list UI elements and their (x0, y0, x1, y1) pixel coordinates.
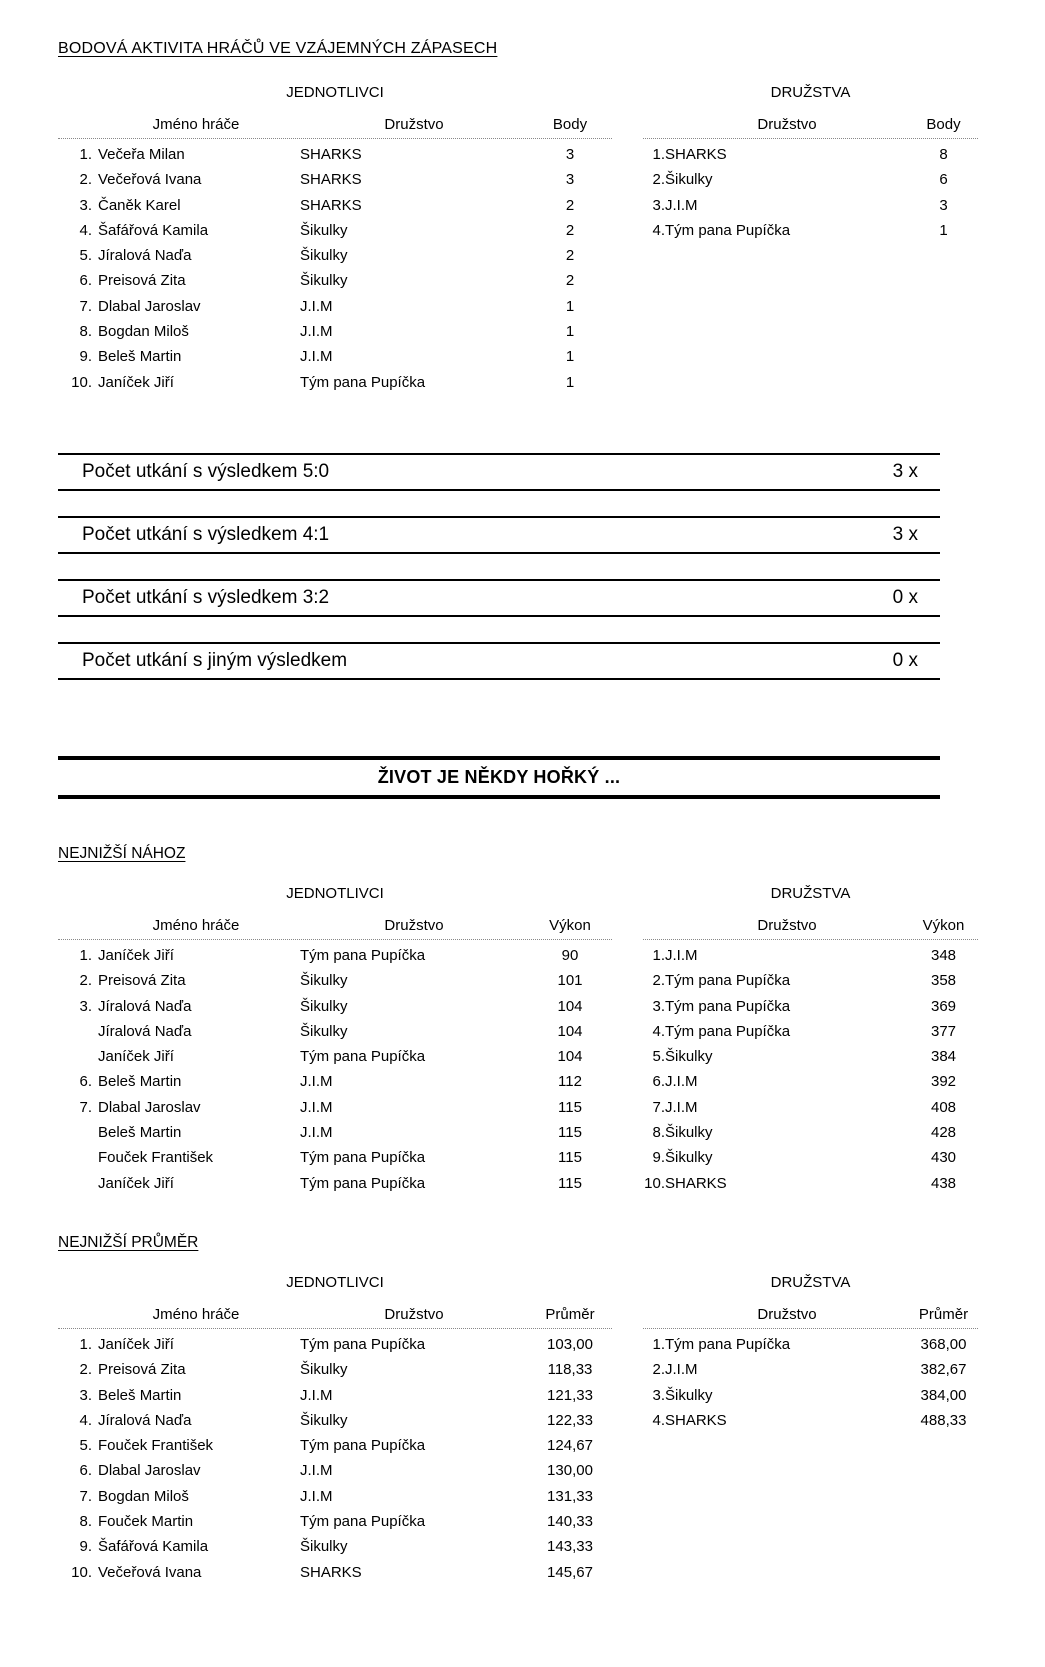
column-header-points: Body (926, 116, 961, 133)
cell-rank: 5. (652, 1048, 665, 1066)
cell-player: Beleš Martin (98, 1073, 182, 1091)
cell-value: 115 (558, 1098, 582, 1116)
cell-player: Janíček Jiří (98, 1048, 174, 1066)
cell-team: Šikulky (665, 1124, 713, 1142)
banner-label: Počet utkání s jiným výsledkem (82, 649, 348, 671)
table-row (643, 968, 978, 993)
table-row (643, 142, 978, 167)
cell-team: J.I.M (665, 196, 698, 214)
cell-rank: 2. (652, 1361, 665, 1379)
cell-team: Tým pana Pupíčka (665, 972, 791, 990)
cell-rank: 2. (79, 1361, 92, 1379)
cell-team: Tým pana Pupíčka (300, 1149, 426, 1167)
cell-team: Šikulky (300, 272, 348, 290)
cell-value: 488,33 (920, 1411, 967, 1429)
table-row (643, 994, 978, 1019)
banner-result-3-2 (58, 579, 940, 617)
table-row (643, 1120, 978, 1145)
table-row (58, 1044, 612, 1069)
cell-value: 430 (930, 1149, 957, 1167)
cell-value: 118,33 (547, 1361, 593, 1379)
cell-rank: 4. (79, 1411, 92, 1429)
cell-rank: 1. (652, 946, 665, 964)
cell-value: 130,00 (547, 1462, 593, 1480)
table-row (58, 167, 612, 192)
table-row (58, 1019, 612, 1044)
cell-player: Janíček Jiří (98, 373, 174, 391)
cell-team: SHARKS (300, 171, 362, 189)
cell-team: SHARKS (300, 146, 362, 163)
column-header-average: Průměr (545, 1305, 595, 1323)
cell-value: 392 (930, 1073, 957, 1091)
cell-value: 1 (939, 221, 948, 239)
cell-value: 377 (930, 1022, 957, 1040)
cell-player: Šafářová Kamila (98, 1538, 209, 1556)
cell-team: Tým pana Pupíčka (300, 1048, 426, 1066)
cell-value: 2 (565, 196, 575, 214)
cell-player: Fouček Martin (98, 1513, 194, 1531)
cell-team: Tým pana Pupíčka (300, 373, 426, 391)
cell-team: SHARKS (300, 196, 362, 214)
banner-result-4-1 (58, 516, 940, 554)
teams-subtitle: DRUŽSTVA (770, 884, 851, 902)
cell-rank: 8. (652, 1124, 665, 1142)
cell-team: SHARKS (665, 1411, 727, 1429)
cell-player: Jíralová Naďa (98, 997, 192, 1015)
cell-rank: 7. (79, 297, 92, 315)
table-header (58, 117, 612, 139)
cell-value: 115 (558, 1149, 582, 1167)
cell-rank: 9. (652, 1149, 665, 1167)
cell-rank: 6. (79, 1462, 92, 1480)
table-row (58, 1408, 612, 1433)
table-row (643, 1019, 978, 1044)
table-row (643, 1383, 978, 1408)
cell-team: Tým pana Pupíčka (665, 997, 791, 1015)
table-row (58, 1120, 612, 1145)
cell-rank: 3. (652, 997, 665, 1015)
cell-player: Dlabal Jaroslav (98, 1462, 201, 1480)
cell-value: 112 (558, 1073, 582, 1091)
table-row (58, 268, 612, 293)
cell-rank: 6. (652, 1073, 665, 1091)
cell-player: Preisová Zita (98, 1361, 186, 1379)
cell-player: Jíralová Naďa (98, 1022, 192, 1040)
cell-value: 145,67 (547, 1563, 593, 1581)
table-header (643, 117, 978, 139)
cell-value: 2 (565, 221, 575, 239)
cell-team: Šikulky (665, 171, 713, 189)
table-row (58, 1332, 612, 1357)
cell-team: J.I.M (300, 323, 333, 341)
cell-rank: 6. (79, 1073, 92, 1091)
cell-value: 358 (930, 972, 957, 990)
lowest-average-section (58, 1274, 1045, 1585)
cell-rank: 7. (652, 1098, 665, 1116)
table-row (58, 943, 612, 968)
table-row (58, 344, 612, 369)
table-row (58, 968, 612, 993)
cell-value: 131,33 (547, 1487, 593, 1505)
lowest-average-teams-table (643, 1274, 978, 1433)
cell-rank: 2. (652, 171, 665, 189)
cell-team: J.I.M (665, 1098, 698, 1116)
banner-label: Počet utkání s výsledkem 3:2 (82, 586, 330, 608)
cell-rank: 2. (79, 171, 92, 189)
cell-rank: 7. (79, 1487, 92, 1505)
divider-title: ŽIVOT JE NĚKDY HOŘKÝ ... (377, 766, 621, 787)
cell-rank (58, 1171, 92, 1196)
cell-value: 104 (557, 1048, 583, 1066)
cell-team: SHARKS (665, 1174, 727, 1192)
result-banners (58, 453, 1045, 680)
cell-value: 384,00 (920, 1386, 967, 1404)
table-row (643, 1044, 978, 1069)
table-header (643, 1307, 978, 1329)
cell-rank: 1. (79, 1335, 92, 1353)
cell-value: 428 (930, 1124, 957, 1142)
cell-value: 368,00 (920, 1335, 967, 1353)
cell-player: Janíček Jiří (98, 1174, 174, 1192)
cell-value: 408 (930, 1098, 957, 1116)
cell-rank: 4. (652, 1411, 665, 1429)
cell-rank: 4. (652, 1022, 665, 1040)
table-row (58, 1484, 612, 1509)
cell-value: 2 (565, 247, 575, 265)
lowest-average-heading: NEJNIŽŠÍ PRŮMĚR (58, 1233, 199, 1251)
table-row (643, 1095, 978, 1120)
table-header (643, 918, 978, 940)
table-row (58, 1509, 612, 1534)
table-row (58, 243, 612, 268)
table-header (58, 1307, 612, 1329)
cell-player: Beleš Martin (98, 1124, 182, 1142)
cell-rank: 7. (79, 1098, 92, 1116)
cell-value: 3 (565, 146, 575, 163)
column-header-player: Jméno hráče (152, 1305, 240, 1323)
cell-value: 104 (557, 1022, 583, 1040)
banner-result-other (58, 642, 940, 680)
table-row (58, 193, 612, 218)
cell-value: 115 (558, 1174, 582, 1192)
table-row (58, 1069, 612, 1094)
table-row (643, 193, 978, 218)
cell-rank: 1. (79, 146, 92, 163)
cell-team: Tým pana Pupíčka (300, 1437, 426, 1455)
cell-player: Jíralová Naďa (98, 247, 192, 265)
cell-player: Večeřová Ivana (98, 171, 202, 189)
cell-player: Janíček Jiří (98, 946, 174, 964)
column-header-team: Družstvo (384, 116, 444, 133)
table-row (58, 294, 612, 319)
table-header (58, 918, 612, 940)
cell-player: Večeřová Ivana (98, 1563, 202, 1581)
cell-team: Šikulky (300, 1361, 348, 1379)
points-teams-table (643, 84, 978, 243)
cell-player: Čaněk Karel (98, 196, 181, 214)
cell-team: J.I.M (300, 1098, 333, 1116)
cell-value: 6 (939, 171, 948, 189)
teams-subtitle: DRUŽSTVA (770, 84, 851, 101)
table-row (643, 1408, 978, 1433)
cell-team: J.I.M (300, 348, 333, 366)
cell-value: 140,33 (547, 1513, 593, 1531)
column-header-player: Jméno hráče (152, 116, 240, 133)
cell-rank: 9. (79, 348, 92, 366)
page-title: BODOVÁ AKTIVITA HRÁČŮ VE VZÁJEMNÝCH ZÁPASECH (58, 40, 498, 57)
cell-rank: 1. (652, 146, 665, 163)
cell-player: Beleš Martin (98, 348, 182, 366)
table-row (58, 1433, 612, 1458)
table-row (643, 1145, 978, 1170)
cell-rank: 10. (71, 1563, 92, 1581)
cell-team: Šikulky (300, 972, 348, 990)
table-row (643, 1171, 978, 1196)
table-row (58, 1171, 612, 1196)
cell-player: Dlabal Jaroslav (98, 1098, 201, 1116)
cell-team: J.I.M (300, 297, 333, 315)
table-row (58, 1145, 612, 1170)
cell-value: 121,33 (547, 1386, 593, 1404)
cell-rank: 9. (79, 1538, 92, 1556)
cell-team: Tým pana Pupíčka (665, 1022, 791, 1040)
cell-value: 115 (558, 1124, 582, 1142)
cell-team: J.I.M (665, 1361, 698, 1379)
cell-team: Šikulky (300, 1411, 348, 1429)
cell-player: Bogdan Miloš (98, 1487, 189, 1505)
cell-value: 2 (565, 272, 575, 290)
cell-rank: 3. (79, 997, 92, 1015)
teams-subtitle: DRUŽSTVA (770, 1273, 851, 1291)
cell-player: Dlabal Jaroslav (98, 297, 201, 315)
table-row (643, 943, 978, 968)
column-header-team: Družstvo (757, 1305, 817, 1323)
table-row (58, 1357, 612, 1382)
cell-team: J.I.M (300, 1124, 333, 1142)
table-row (643, 1332, 978, 1357)
cell-team: SHARKS (665, 146, 727, 163)
table-row (643, 218, 978, 243)
cell-value: 3 (565, 171, 575, 189)
cell-rank: 8. (79, 1513, 92, 1531)
cell-player: Preisová Zita (98, 272, 186, 290)
cell-player: Jíralová Naďa (98, 1411, 192, 1429)
cell-team: Šikulky (300, 247, 348, 265)
cell-rank: 8. (79, 323, 92, 341)
cell-team: Šikulky (300, 221, 348, 239)
cell-rank: 3. (79, 196, 92, 214)
cell-value: 90 (561, 946, 579, 964)
cell-rank: 3. (79, 1386, 92, 1404)
cell-value: 8 (939, 146, 948, 163)
cell-value: 122,33 (547, 1411, 593, 1429)
table-row (58, 1534, 612, 1559)
cell-team: SHARKS (300, 1563, 362, 1581)
cell-value: 1 (565, 323, 575, 341)
table-row (58, 1458, 612, 1483)
cell-value: 1 (565, 297, 575, 315)
cell-player: Večeřa Milan (98, 146, 185, 163)
cell-team: Šikulky (665, 1386, 713, 1404)
column-header-points: Body (552, 116, 588, 133)
cell-rank: 5. (79, 247, 92, 265)
column-header-team: Družstvo (757, 116, 817, 133)
cell-team: Tým pana Pupíčka (300, 1335, 426, 1353)
section-divider (58, 756, 940, 799)
cell-team: Šikulky (665, 1048, 713, 1066)
cell-player: Beleš Martin (98, 1386, 182, 1404)
cell-value: 143,33 (547, 1538, 593, 1556)
table-row (58, 370, 612, 395)
cell-rank: 2. (79, 972, 92, 990)
cell-value: 3 (939, 196, 948, 214)
cell-rank: 4. (652, 221, 665, 239)
cell-rank: 3. (652, 196, 665, 214)
cell-team: Šikulky (300, 997, 348, 1015)
cell-team: Tým pana Pupíčka (665, 1335, 791, 1353)
cell-value: 438 (930, 1174, 957, 1192)
column-header-team: Družstvo (384, 916, 444, 934)
cell-team: Šikulky (665, 1149, 713, 1167)
lowest-throw-heading: NEJNIŽŠÍ NÁHOZ (58, 844, 186, 862)
points-section (58, 84, 1045, 395)
column-header-team: Družstvo (384, 1305, 444, 1323)
cell-rank (58, 1044, 92, 1069)
column-header-performance: Výkon (922, 916, 965, 934)
banner-result-5-0 (58, 453, 940, 491)
table-row (58, 1383, 612, 1408)
cell-team: Tým pana Pupíčka (665, 221, 791, 239)
cell-player: Janíček Jiří (98, 1335, 174, 1353)
table-row (643, 1357, 978, 1382)
individuals-subtitle: JEDNOTLIVCI (286, 84, 384, 101)
table-row (58, 1560, 612, 1585)
column-header-performance: Výkon (549, 916, 591, 934)
cell-team: J.I.M (665, 1073, 698, 1091)
cell-value: 369 (930, 997, 957, 1015)
banner-value: 0 x (892, 649, 918, 671)
column-header-player: Jméno hráče (152, 916, 240, 934)
individuals-subtitle: JEDNOTLIVCI (286, 884, 384, 902)
cell-value: 382,67 (920, 1361, 967, 1379)
cell-team: Tým pana Pupíčka (300, 946, 426, 964)
cell-value: 104 (557, 997, 583, 1015)
table-row (643, 1069, 978, 1094)
cell-rank: 10. (644, 1174, 665, 1192)
individuals-subtitle: JEDNOTLIVCI (286, 1273, 384, 1291)
cell-team: Tým pana Pupíčka (300, 1513, 426, 1531)
column-header-team: Družstvo (757, 916, 817, 934)
cell-team: Šikulky (300, 1538, 348, 1556)
table-row (58, 1095, 612, 1120)
cell-rank: 1. (79, 946, 92, 964)
cell-team: Tým pana Pupíčka (300, 1174, 426, 1192)
cell-value: 101 (557, 972, 583, 990)
banner-value: 0 x (892, 586, 918, 608)
cell-player: Preisová Zita (98, 972, 186, 990)
column-header-average: Průměr (918, 1305, 969, 1323)
lowest-throw-teams-table (643, 885, 978, 1196)
banner-label: Počet utkání s výsledkem 5:0 (82, 460, 330, 482)
lowest-average-individuals-table (58, 1274, 612, 1585)
cell-rank: 6. (79, 272, 92, 290)
cell-team: J.I.M (300, 1487, 333, 1505)
cell-rank: 10. (71, 373, 92, 391)
table-row (58, 319, 612, 344)
banner-value: 3 x (892, 523, 918, 545)
lowest-throw-section (58, 885, 1045, 1196)
cell-value: 124,67 (547, 1437, 593, 1455)
banner-value: 3 x (892, 460, 918, 482)
cell-rank (58, 1145, 92, 1170)
table-row (58, 994, 612, 1019)
table-row (58, 142, 612, 167)
cell-rank: 1. (652, 1335, 665, 1353)
cell-rank: 4. (79, 221, 92, 239)
cell-value: 103,00 (547, 1335, 593, 1353)
cell-rank (58, 1019, 92, 1044)
cell-team: J.I.M (665, 946, 698, 964)
cell-team: J.I.M (300, 1073, 333, 1091)
table-row (643, 167, 978, 192)
points-individuals-table (58, 84, 612, 395)
table-row (58, 218, 612, 243)
cell-team: J.I.M (300, 1462, 333, 1480)
cell-team: Šikulky (300, 1022, 348, 1040)
cell-value: 1 (565, 373, 575, 391)
cell-value: 384 (930, 1048, 957, 1066)
cell-rank: 3. (652, 1386, 665, 1404)
cell-value: 1 (565, 348, 575, 366)
cell-value: 348 (930, 946, 957, 964)
cell-rank: 5. (79, 1437, 92, 1455)
cell-player: Fouček František (98, 1149, 214, 1167)
cell-rank: 2. (652, 972, 665, 990)
banner-label: Počet utkání s výsledkem 4:1 (82, 523, 330, 545)
cell-player: Fouček František (98, 1437, 214, 1455)
cell-player: Bogdan Miloš (98, 323, 189, 341)
cell-rank (58, 1120, 92, 1145)
cell-player: Šafářová Kamila (98, 221, 209, 239)
lowest-throw-individuals-table (58, 885, 612, 1196)
cell-team: J.I.M (300, 1386, 333, 1404)
